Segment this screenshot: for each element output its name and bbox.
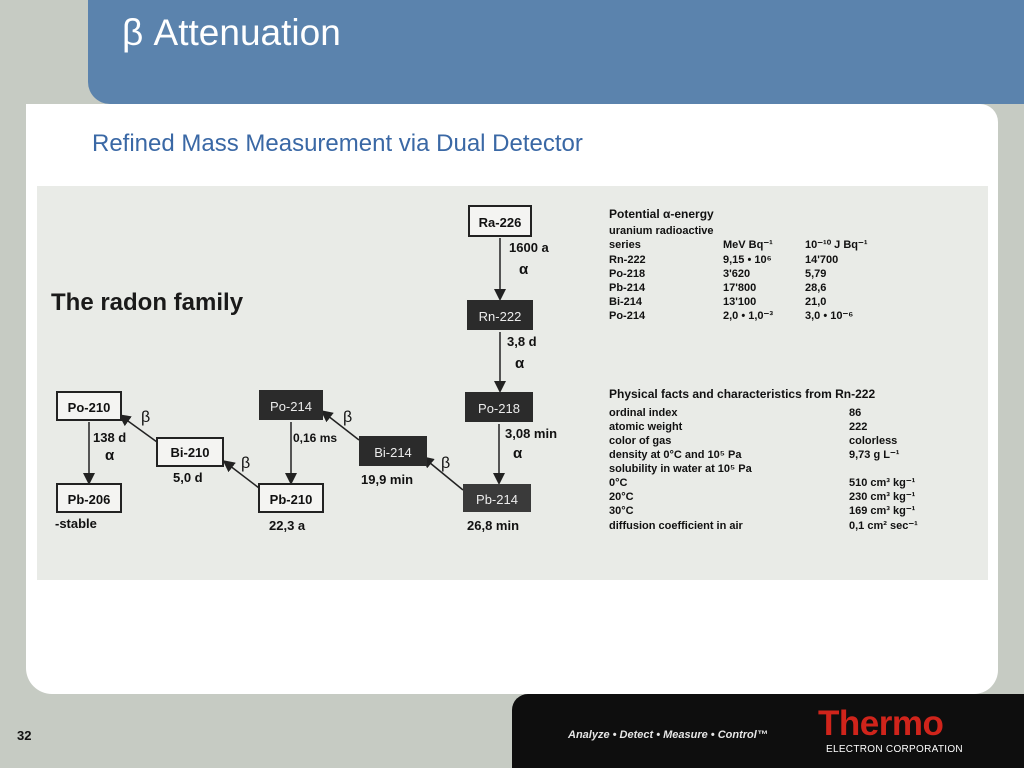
stable-note: -stable <box>55 516 97 531</box>
physical-facts-table <box>609 387 918 532</box>
radon-family-figure <box>37 186 988 580</box>
nuclide-label-po210: Po-210 <box>67 400 111 415</box>
potential-cell: 5,79 <box>805 268 827 280</box>
potential-header: 10⁻¹⁰ J Bq⁻¹ <box>805 239 868 251</box>
decay-time-bi210: 5,0 d <box>173 470 203 485</box>
decay-type-bi210: β <box>141 409 151 426</box>
physical-cell: density at 0°C and 10⁵ Pa <box>609 449 742 461</box>
decay-time-po210: 138 d <box>93 430 127 445</box>
decay-time-pb210: 22,3 a <box>269 518 306 533</box>
physical-cell: color of gas <box>609 435 672 447</box>
physical-cell: colorless <box>849 435 898 447</box>
potential-energy-table <box>609 207 868 322</box>
potential-cell: 17'800 <box>723 282 757 294</box>
physical-cell: 86 <box>849 407 862 419</box>
potential-header: MeV Bq⁻¹ <box>723 239 773 251</box>
physical-cell: 230 cm³ kg⁻¹ <box>849 491 916 503</box>
nuclide-label-bi214: Bi-214 <box>374 445 412 460</box>
decay-type-rn222: α <box>515 355 525 372</box>
physical-cell: 0°C <box>609 477 628 489</box>
slide-subtitle: Refined Mass Measurement via Dual Detector <box>92 130 583 157</box>
decay-time-po218: 3,08 min <box>505 426 558 441</box>
potential-cell: Bi-214 <box>609 296 643 308</box>
potential-cell: 13'100 <box>723 296 757 308</box>
potential-cell: 3'620 <box>723 268 751 280</box>
potential-cell: Po-218 <box>609 268 646 280</box>
potential-cell: Rn-222 <box>609 254 646 266</box>
physical-cell: 30°C <box>609 505 634 517</box>
decay-arrow-bi210 <box>121 416 157 442</box>
page-number: 32 <box>17 728 32 743</box>
decay-time-rn222: 3,8 d <box>507 334 537 349</box>
decay-type-po210: α <box>105 447 115 464</box>
physical-cell: ordinal index <box>609 407 678 419</box>
physical-cell: solubility in water at 10⁵ Pa <box>609 463 752 475</box>
decay-type-pb210: β <box>241 455 251 472</box>
nuclide-label-ra226: Ra-226 <box>478 215 522 230</box>
decay-time-po214: 0,16 ms <box>293 431 338 445</box>
potential-cell: 21,0 <box>805 296 827 308</box>
nuclide-label-rn222: Rn-222 <box>478 309 522 324</box>
physical-cell: 9,73 g L⁻¹ <box>849 449 900 461</box>
decay-chain-diagram <box>37 186 988 580</box>
thermo-logo: Thermo <box>818 704 944 743</box>
slide-title: β Attenuation <box>122 12 341 53</box>
potential-cell: Po-214 <box>609 310 646 322</box>
potential-line1: uranium radioactive <box>609 225 714 237</box>
decay-type-bi214: β <box>343 409 353 426</box>
decay-time-bi214: 19,9 min <box>361 472 414 487</box>
physical-cell: atomic weight <box>609 421 683 433</box>
decay-time-pb214: 26,8 min <box>467 518 520 533</box>
nuclide-label-po218: Po-218 <box>478 401 520 416</box>
nuclide-label-bi210: Bi-210 <box>170 445 210 460</box>
nuclide-label-pb206: Pb-206 <box>67 492 111 507</box>
thermo-logo-subtitle: ELECTRON CORPORATION <box>826 744 963 755</box>
decay-type-ra226: α <box>519 261 529 278</box>
decay-type-po218: α <box>513 445 523 462</box>
nuclide-label-po214: Po-214 <box>270 399 312 414</box>
potential-cell: Pb-214 <box>609 282 646 294</box>
potential-cell: 28,6 <box>805 282 827 294</box>
physical-cell: 222 <box>849 421 868 433</box>
physical-cell: 510 cm³ kg⁻¹ <box>849 477 916 489</box>
physical-cell: 20°C <box>609 491 634 503</box>
decay-type-pb214: β <box>441 455 451 472</box>
potential-title: Potential α-energy <box>609 207 714 221</box>
nuclide-label-pb214: Pb-214 <box>476 492 518 507</box>
figure-heading: The radon family <box>51 289 244 316</box>
decay-time-ra226: 1600 a <box>509 240 549 255</box>
potential-header: series <box>609 239 641 251</box>
footer-tagline: Analyze • Detect • Measure • Control™ <box>568 729 768 741</box>
potential-cell: 3,0 • 10⁻⁶ <box>805 310 854 322</box>
potential-cell: 9,15 • 10⁶ <box>723 254 772 266</box>
potential-cell: 2,0 • 1,0⁻³ <box>723 310 774 322</box>
physical-title: Physical facts and characteristics from Rn-222 <box>609 387 876 401</box>
physical-cell: diffusion coefficient in air <box>609 520 743 532</box>
physical-cell: 0,1 cm² sec⁻¹ <box>849 520 918 532</box>
nuclide-label-pb210: Pb-210 <box>269 492 313 507</box>
potential-cell: 14'700 <box>805 254 839 266</box>
physical-cell: 169 cm³ kg⁻¹ <box>849 505 916 517</box>
